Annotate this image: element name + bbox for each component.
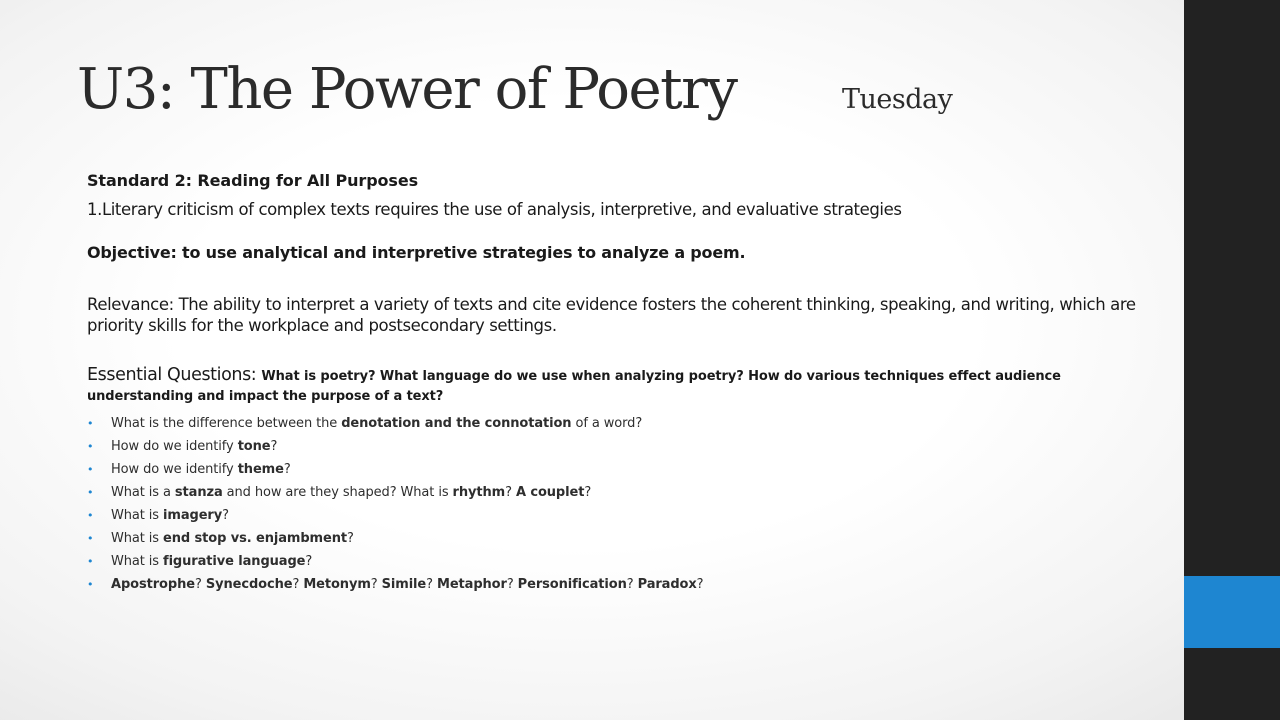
question-text: What is a <box>111 485 175 500</box>
question-list <box>87 412 1162 596</box>
question-term: tone <box>237 439 271 454</box>
question-text: What is <box>111 531 164 546</box>
standard-item: 1.Literary criticism of complex texts requires the use of analysis, interpretive, and evaluative strategies <box>87 200 902 219</box>
question-text: ? <box>584 485 592 500</box>
question-text: ? <box>347 531 354 546</box>
question-text: What is <box>111 508 164 523</box>
essential-questions-label: Essential Questions: <box>87 365 257 385</box>
question-item <box>87 458 1162 481</box>
question-term: imagery <box>163 508 223 523</box>
question-item <box>87 504 1162 527</box>
question-text: ? <box>283 462 291 477</box>
sidebar-accent-block <box>1184 576 1280 648</box>
question-term: end stop vs. enjambment <box>163 531 347 546</box>
question-text: ? <box>506 577 518 592</box>
question-term: Metaphor <box>436 577 507 592</box>
question-term: Apostrophe <box>111 577 195 592</box>
slide-day-label: Tuesday <box>842 84 953 115</box>
bullet-icon: • <box>87 463 94 476</box>
question-item <box>87 527 1162 550</box>
question-text: ? <box>426 577 437 592</box>
question-term: A couplet <box>515 485 585 500</box>
question-text: ? <box>270 439 278 454</box>
bullet-icon: • <box>87 578 94 591</box>
question-item <box>87 435 1162 458</box>
bullet-icon: • <box>87 509 94 522</box>
question-text: How do we identify <box>111 462 238 477</box>
bullet-icon: • <box>87 486 94 499</box>
bullet-icon: • <box>87 555 94 568</box>
question-term: Simile <box>381 577 427 592</box>
question-item <box>87 412 1162 435</box>
question-term: theme <box>237 462 284 477</box>
question-term: Synecdoche <box>205 577 293 592</box>
question-text: ? <box>696 577 704 592</box>
question-term: rhythm <box>452 485 506 500</box>
question-text: How do we identify <box>111 439 238 454</box>
relevance-text: Relevance: The ability to interpret a variety of texts and cite evidence fosters the coherent thinking, speaking, and writing, which are priority skills for the workplace and postsecondary settings. <box>87 295 1136 335</box>
essential-questions-text: What is poetry? What language do we use when analyzing poetry? How do various techniques effect audience understanding and impact the purpose of a text? <box>87 369 1061 404</box>
question-text: ? <box>194 577 206 592</box>
question-text: ? <box>305 554 313 569</box>
bullet-icon: • <box>87 440 94 453</box>
bullet-icon: • <box>87 532 94 545</box>
question-text: What is the difference between the <box>111 416 342 431</box>
slide-title: U3: The Power of Poetry <box>77 57 737 122</box>
question-term: Personification <box>517 577 627 592</box>
standard-title: Standard 2: Reading for All Purposes <box>87 171 419 190</box>
question-item <box>87 550 1162 573</box>
question-text: and how are they shaped? What is <box>222 485 453 500</box>
question-term: Metonym <box>303 577 371 592</box>
question-term: figurative language <box>163 554 306 569</box>
slide-body <box>87 170 1162 596</box>
question-text: ? <box>292 577 304 592</box>
question-term: denotation and the connotation <box>341 416 572 431</box>
question-text: What is <box>111 554 164 569</box>
objective-text: Objective: to use analytical and interpretive strategies to analyze a poem. <box>87 243 746 262</box>
question-text: ? <box>370 577 382 592</box>
question-item <box>87 481 1162 504</box>
bullet-icon: • <box>87 417 94 430</box>
question-term: stanza <box>174 485 223 500</box>
question-text: ? <box>626 577 638 592</box>
question-item <box>87 573 1162 596</box>
question-text: ? <box>505 485 516 500</box>
question-text: of a word? <box>571 416 643 431</box>
question-term: Paradox <box>637 577 697 592</box>
question-text: ? <box>222 508 229 523</box>
essential-questions <box>87 366 1162 406</box>
